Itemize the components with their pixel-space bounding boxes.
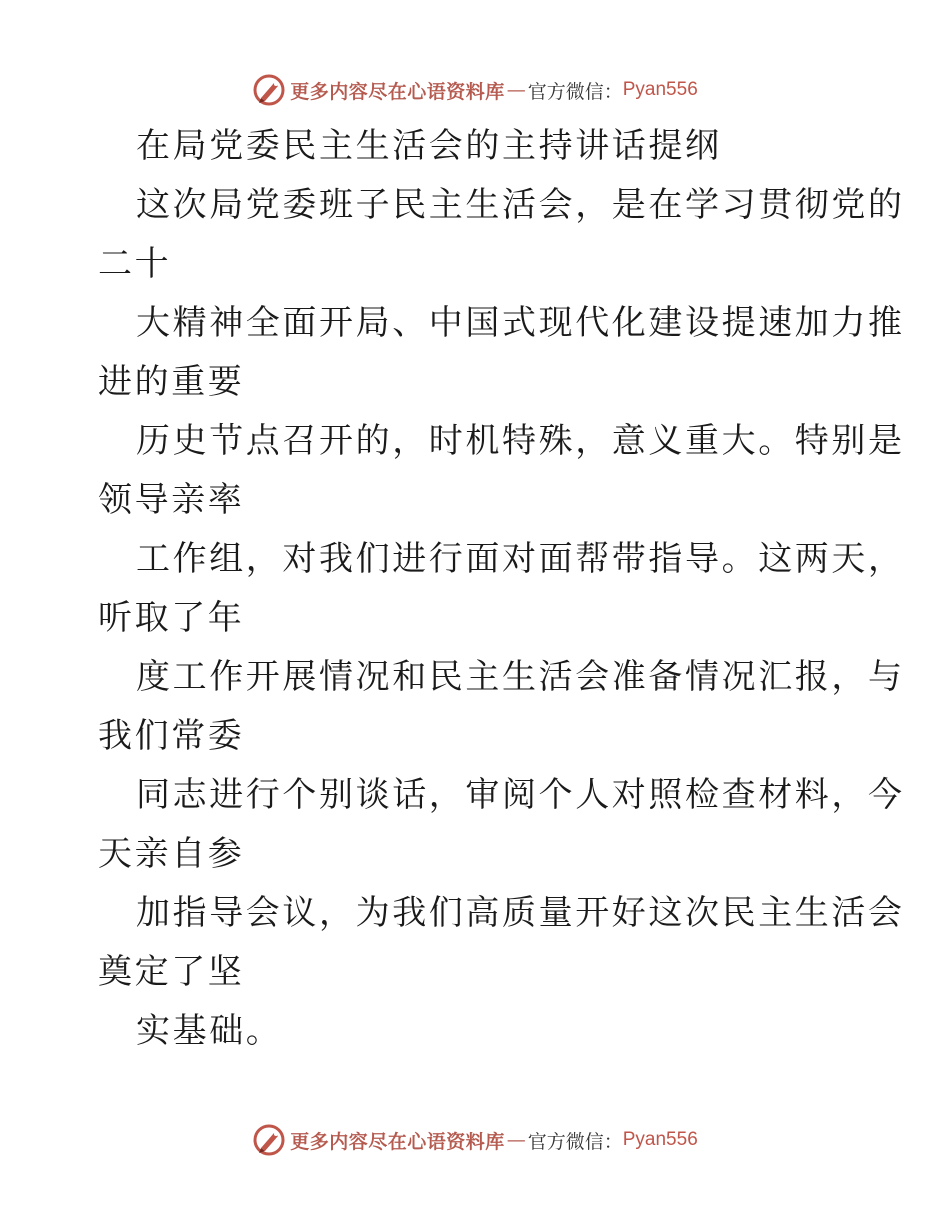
text-line: 度工作开展情况和民主生活会准备情况汇报，与 <box>136 657 905 697</box>
text-line: 听取了年 <box>98 598 245 638</box>
text-line: 同志进行个别谈话，审阅个人对照检查材料，今 <box>136 775 905 815</box>
wechat-label: 官方微信： <box>527 1130 623 1153</box>
header-banner <box>0 70 950 110</box>
text-line: 进的重要 <box>98 362 245 402</box>
pen-logo-icon <box>252 1123 286 1157</box>
wechat-id: Pyan556 <box>622 79 698 100</box>
pen-logo-icon <box>252 73 286 107</box>
text-line: 我们常委 <box>98 716 245 756</box>
library-text: 更多内容尽在心语资料库 <box>290 1130 505 1153</box>
document-title: 在局党委民主生活会的主持讲话提纲 <box>136 126 722 166</box>
wechat-label: 官方微信： <box>527 80 623 103</box>
text-line: 领导亲率 <box>98 480 245 520</box>
banner-separator: — <box>506 1129 526 1151</box>
banner-separator: — <box>506 79 526 101</box>
text-line: 工作组，对我们进行面对面帮带指导。这两天， <box>136 539 905 579</box>
text-line: 这次局党委班子民主生活会，是在学习贯彻党的 <box>136 185 905 225</box>
text-line: 大精神全面开局、中国式现代化建设提速加力推 <box>136 303 905 343</box>
text-line: 实基础。 <box>136 1011 283 1051</box>
library-text: 更多内容尽在心语资料库 <box>290 80 505 103</box>
wechat-id: Pyan556 <box>622 1129 698 1150</box>
text-line: 二十 <box>98 244 172 284</box>
text-line: 加指导会议，为我们高质量开好这次民主生活会 <box>136 893 905 933</box>
text-line: 天亲自参 <box>98 834 245 874</box>
text-line: 历史节点召开的，时机特殊，意义重大。特别是 <box>136 421 905 461</box>
text-line: 奠定了坚 <box>98 952 245 992</box>
footer-banner <box>0 1120 950 1160</box>
